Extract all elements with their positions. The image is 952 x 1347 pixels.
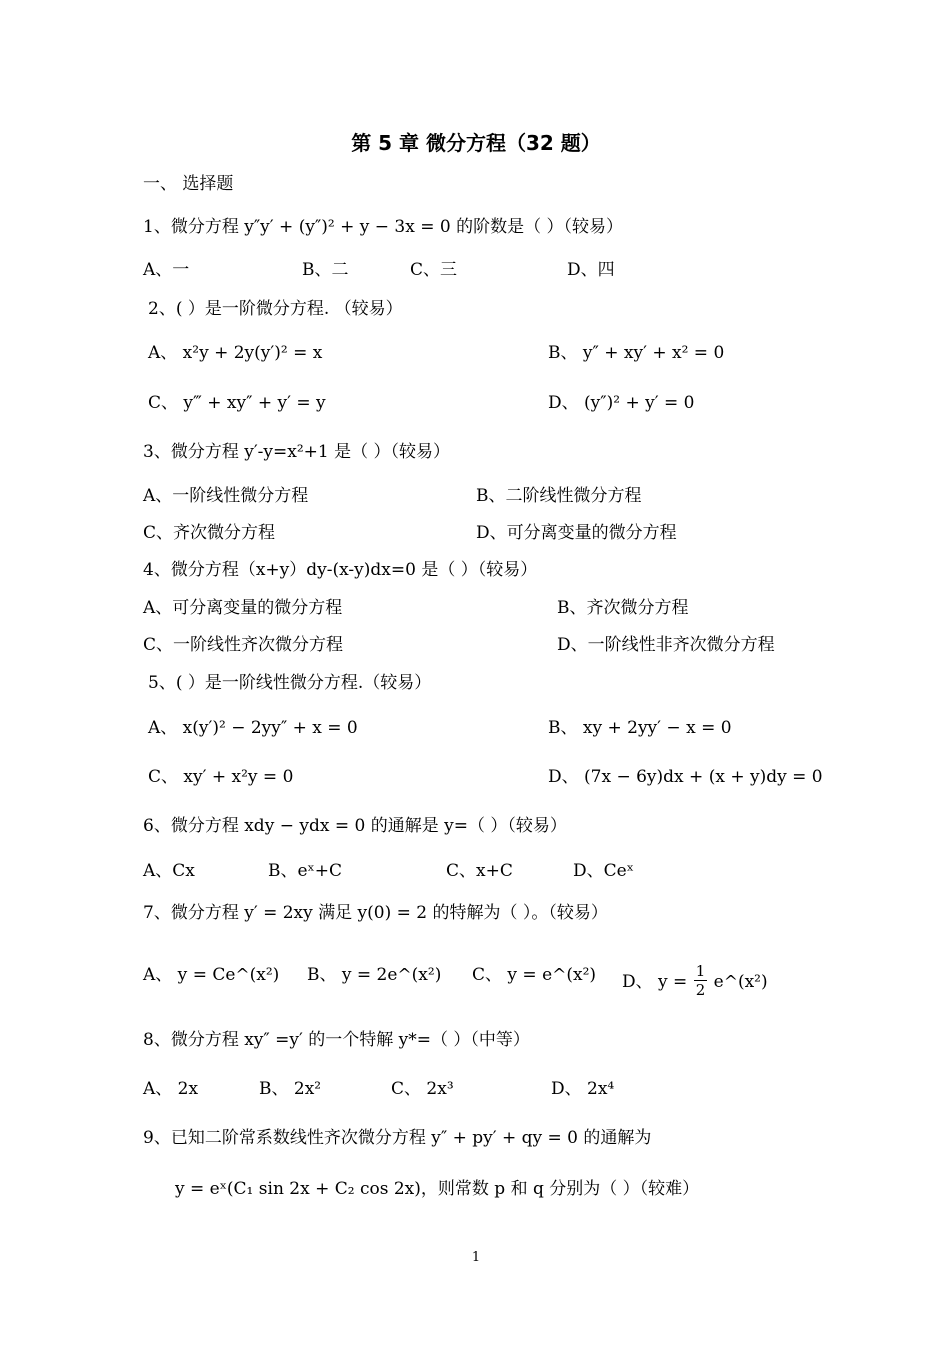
question-8: 8、微分方程 xy″ =y′ 的一个特解 y*=（ ）（中等） bbox=[143, 1030, 530, 1050]
q4-option-a: A、可分离变量的微分方程 bbox=[143, 598, 343, 618]
fraction-numerator: 1 bbox=[695, 962, 706, 980]
q2-option-a: A、 x²y + 2y(y′)² = x bbox=[148, 343, 323, 363]
q7-option-c: C、 y = e^(x²) bbox=[472, 965, 597, 985]
question-9-continuation: y = eˣ(C₁ sin 2x + C₂ cos 2x)，则常数 p 和 q 分别为（ ）（较难） bbox=[175, 1179, 700, 1199]
question-2: 2、( ）是一阶微分方程. （较易） bbox=[148, 299, 403, 319]
question-9: 9、已知二阶常系数线性齐次微分方程 y″ + py′ + qy = 0 的通解为 bbox=[143, 1128, 652, 1148]
q1-option-d: D、四 bbox=[567, 260, 615, 280]
q4-option-d: D、一阶线性非齐次微分方程 bbox=[557, 635, 775, 655]
q5-option-d: D、 (7x − 6y)dx + (x + y)dy = 0 bbox=[548, 767, 823, 787]
q5-option-a: A、 x(y′)² − 2yy″ + x = 0 bbox=[148, 718, 358, 738]
q8-option-c: C、 2x³ bbox=[391, 1079, 454, 1099]
question-7: 7、微分方程 y′ = 2xy 满足 y(0) = 2 的特解为（ ）。（较易） bbox=[143, 903, 608, 923]
q2-option-d: D、 (y″)² + y′ = 0 bbox=[548, 393, 695, 413]
q5-option-c: C、 xy′ + x²y = 0 bbox=[148, 767, 294, 787]
q1-option-c: C、三 bbox=[410, 260, 458, 280]
q6-option-a: A、Cx bbox=[143, 861, 195, 881]
q3-option-b: B、二阶线性微分方程 bbox=[476, 486, 642, 506]
q2-option-c: C、 y‴ + xy″ + y′ = y bbox=[148, 393, 326, 413]
q7-option-d-tail: e^(x²) bbox=[713, 972, 768, 992]
question-6: 6、微分方程 xdy − ydx = 0 的通解是 y=（ ）（较易） bbox=[143, 816, 567, 836]
q1-option-a: A、一 bbox=[143, 260, 190, 280]
question-4: 4、微分方程（x+y）dy-(x-y)dx=0 是（ ）（较易） bbox=[143, 560, 538, 580]
q7-option-d bbox=[622, 964, 768, 1001]
fraction-denominator: 2 bbox=[695, 981, 706, 999]
q3-option-c: C、齐次微分方程 bbox=[143, 523, 276, 543]
q6-option-c: C、x+C bbox=[446, 861, 513, 881]
q7-option-a: A、 y = Ce^(x²) bbox=[143, 965, 280, 985]
question-5: 5、( ）是一阶线性微分方程.（较易） bbox=[148, 673, 432, 693]
q7-option-b: B、 y = 2e^(x²) bbox=[307, 965, 442, 985]
q2-option-b: B、 y″ + xy′ + x² = 0 bbox=[548, 343, 725, 363]
q6-option-d: D、Ceˣ bbox=[573, 861, 634, 881]
q8-option-a: A、 2x bbox=[143, 1079, 199, 1099]
q8-option-d: D、 2x⁴ bbox=[551, 1079, 615, 1099]
q3-option-d: D、可分离变量的微分方程 bbox=[476, 523, 677, 543]
q5-option-b: B、 xy + 2yy′ − x = 0 bbox=[548, 718, 732, 738]
q6-option-b: B、eˣ+C bbox=[268, 861, 343, 881]
q8-option-b: B、 2x² bbox=[259, 1079, 322, 1099]
section-heading: 一、 选择题 bbox=[143, 174, 234, 194]
q4-option-b: B、齐次微分方程 bbox=[557, 598, 689, 618]
q4-option-c: C、一阶线性齐次微分方程 bbox=[143, 635, 344, 655]
one-half-fraction bbox=[694, 962, 708, 999]
q7-option-d-label: D、 y = bbox=[622, 972, 688, 992]
question-1: 1、微分方程 y″y′ + (y″)² + y − 3x = 0 的阶数是（ ）（较易） bbox=[143, 217, 624, 237]
question-3: 3、微分方程 y′-y=x²+1 是（ ）（较易） bbox=[143, 442, 451, 462]
page-title: 第 5 章 微分方程（32 题） bbox=[351, 131, 601, 155]
page-number: 1 bbox=[471, 1250, 481, 1265]
q3-option-a: A、一阶线性微分方程 bbox=[143, 486, 309, 506]
q1-option-b: B、二 bbox=[302, 260, 349, 280]
